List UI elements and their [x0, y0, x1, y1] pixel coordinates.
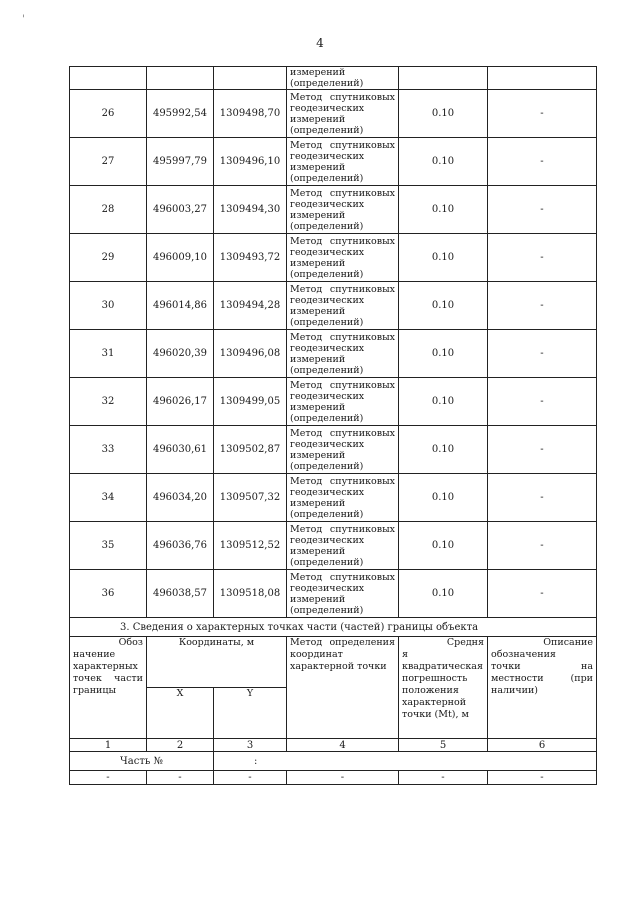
point-number: 35	[70, 522, 147, 570]
table-row	[70, 186, 597, 234]
method-cell: Метод спутниковых геодезических измерений (определений)	[287, 90, 399, 138]
point-x: 495997,79	[147, 138, 214, 186]
header-row	[70, 637, 597, 688]
point-y: 1309518,08	[214, 570, 287, 618]
point-description: -	[488, 186, 597, 234]
point-x: 496014,86	[147, 282, 214, 330]
point-x: 496026,17	[147, 378, 214, 426]
point-x: 495992,54	[147, 90, 214, 138]
point-x: 496009,10	[147, 234, 214, 282]
header-description: Описание обозначения точки на местности (при наличии)	[488, 637, 597, 739]
method-cell: Метод спутниковых геодезических измерений (определений)	[287, 186, 399, 234]
point-number: 36	[70, 570, 147, 618]
method-cell: Метод спутниковых геодезических измерений (определений)	[287, 138, 399, 186]
point-number: 33	[70, 426, 147, 474]
point-y: 1309499,05	[214, 378, 287, 426]
point-y: 1309496,08	[214, 330, 287, 378]
point-description: -	[488, 474, 597, 522]
point-error: 0.10	[399, 138, 488, 186]
point-description: -	[488, 570, 597, 618]
point-x: 496030,61	[147, 426, 214, 474]
method-cell: Метод спутниковых геодезических измерений (определений)	[287, 282, 399, 330]
point-description: -	[488, 426, 597, 474]
table-row	[70, 282, 597, 330]
point-description: -	[488, 282, 597, 330]
part-label: Часть №	[70, 752, 214, 771]
header-coordinates: Координаты, м	[147, 637, 287, 688]
section-3-title: 3. Сведения о характерных точках части (частей) границы объекта	[70, 618, 597, 637]
point-number: 31	[70, 330, 147, 378]
table-row	[70, 474, 597, 522]
point-error: 0.10	[399, 90, 488, 138]
point-error: 0.10	[399, 570, 488, 618]
point-number: 26	[70, 90, 147, 138]
point-error: 0.10	[399, 282, 488, 330]
point-number: 29	[70, 234, 147, 282]
page-number: 4	[316, 36, 324, 50]
method-cell: Метод спутниковых геодезических измерений (определений)	[287, 330, 399, 378]
method-cell: Метод спутниковых геодезических измерений (определений)	[287, 522, 399, 570]
point-y: 1309494,30	[214, 186, 287, 234]
part-value: :	[214, 752, 597, 771]
point-x: 496020,39	[147, 330, 214, 378]
point-description: -	[488, 330, 597, 378]
point-number: 30	[70, 282, 147, 330]
point-error: 0.10	[399, 474, 488, 522]
table-row	[70, 522, 597, 570]
point-x: 496036,76	[147, 522, 214, 570]
point-number: 28	[70, 186, 147, 234]
point-x: 496038,57	[147, 570, 214, 618]
point-y: 1309512,52	[214, 522, 287, 570]
part-row	[70, 752, 597, 771]
point-y: 1309502,87	[214, 426, 287, 474]
point-number: 32	[70, 378, 147, 426]
point-y: 1309498,70	[214, 90, 287, 138]
point-number: 27	[70, 138, 147, 186]
table-row	[70, 67, 597, 90]
empty-data-row: - - - - - -	[70, 771, 597, 785]
method-cell: Метод спутниковых геодезических измерений (определений)	[287, 426, 399, 474]
table-row	[70, 570, 597, 618]
method-cell: Метод спутниковых геодезических измерений (определений)	[287, 378, 399, 426]
points-table	[69, 66, 597, 785]
point-x: 496034,20	[147, 474, 214, 522]
method-cell: Метод спутниковых геодезических измерений (определений)	[287, 570, 399, 618]
point-description: -	[488, 234, 597, 282]
scan-mark: '	[22, 14, 25, 25]
table-row	[70, 426, 597, 474]
point-error: 0.10	[399, 426, 488, 474]
header-x: X	[147, 688, 214, 739]
method-cell: Метод спутниковых геодезических измерений (определений)	[287, 474, 399, 522]
point-y: 1309507,32	[214, 474, 287, 522]
table-row	[70, 90, 597, 138]
point-error: 0.10	[399, 186, 488, 234]
point-description: -	[488, 138, 597, 186]
point-description: -	[488, 378, 597, 426]
point-error: 0.10	[399, 522, 488, 570]
header-y: Y	[214, 688, 287, 739]
header-method: Метод определения координат характерной точки	[287, 637, 399, 739]
point-description: -	[488, 90, 597, 138]
method-cell: Метод спутниковых геодезических измерений (определений)	[287, 234, 399, 282]
point-error: 0.10	[399, 330, 488, 378]
table-row	[70, 330, 597, 378]
point-y: 1309496,10	[214, 138, 287, 186]
point-description: -	[488, 522, 597, 570]
section-3-title-row	[70, 618, 597, 637]
point-error: 0.10	[399, 378, 488, 426]
point-error: 0.10	[399, 234, 488, 282]
method-cell: измерений (определений)	[287, 67, 399, 90]
table-row	[70, 138, 597, 186]
point-number: 34	[70, 474, 147, 522]
table-row	[70, 378, 597, 426]
table-row	[70, 234, 597, 282]
header-error: Средня я квадратическая погрешность положения характерной точки (Mt), м	[399, 637, 488, 739]
column-number-row: 1 2 3 4 5 6	[70, 739, 597, 752]
point-y: 1309493,72	[214, 234, 287, 282]
point-y: 1309494,28	[214, 282, 287, 330]
point-x: 496003,27	[147, 186, 214, 234]
header-point-label: Обоз начение характерных точек части границы	[70, 637, 147, 739]
